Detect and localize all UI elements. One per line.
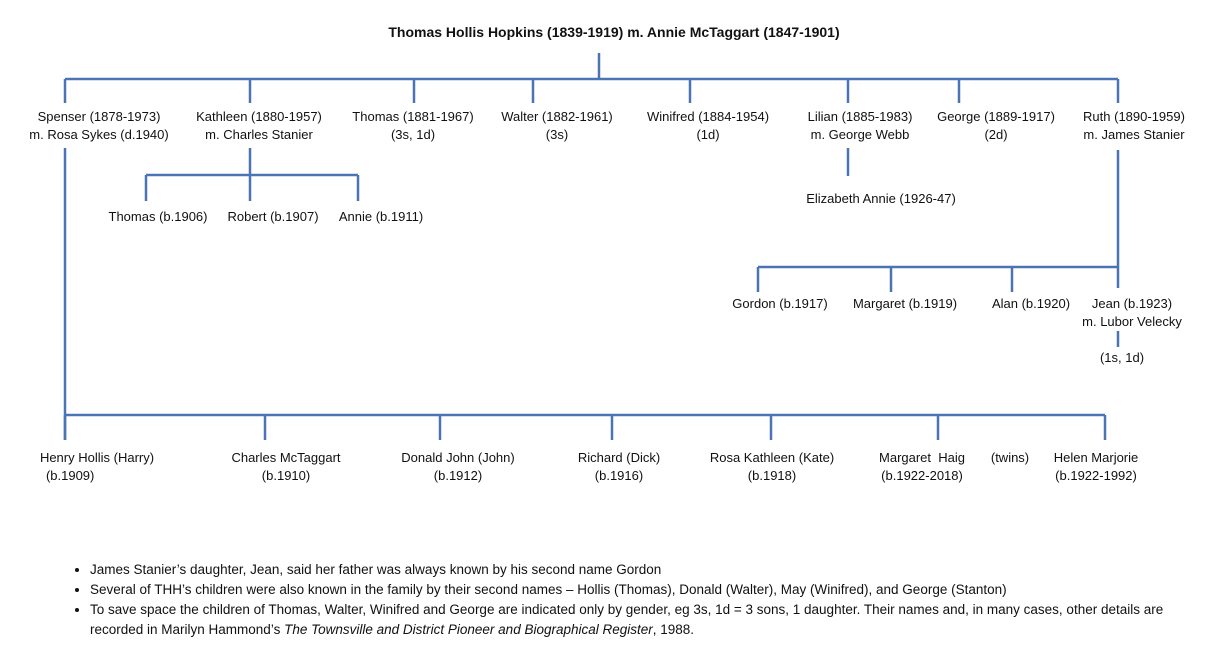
ruth-child-alan: Alan (b.1920) bbox=[991, 296, 1071, 311]
spenser-child-rosa: Rosa Kathleen (Kate) (b.1918) bbox=[709, 450, 835, 483]
book-title: The Townsville and District Pioneer and Biographical Register bbox=[284, 622, 653, 637]
footnote-2: • Several of THH’s children were also known in the family by their second names – Hollis (Thomas), Donald (Walter), May (Winifred), and George (Stanton) bbox=[90, 580, 1210, 600]
child-spenser: Spenser (1878-1973) m. Rosa Sykes (d.1940) bbox=[29, 109, 169, 142]
footnote-3: • To save space the children of Thomas, Walter, Winifred and George are indicated only by gender, eg 3s, 1d = 3 sons, 1 daughter. Their names and, in many cases, other details are recorded in Marilyn Hammond’s The Townsville and District Pioneer and Biographical Register, 1988. bbox=[90, 600, 1210, 640]
spenser-child-richard: Richard (Dick) (b.1916) bbox=[577, 450, 661, 483]
lilian-child-elizabeth: Elizabeth Annie (1926-47) bbox=[806, 191, 956, 206]
child-winifred: Winifred (1884-1954) (1d) bbox=[646, 109, 770, 142]
jean-children: (1s, 1d) bbox=[1099, 350, 1145, 365]
footnote-1: • James Stanier’s daughter, Jean, said her father was always known by his second name Gordon bbox=[90, 560, 1210, 580]
ruth-child-margaret: Margaret (b.1919) bbox=[852, 296, 958, 311]
kathleen-child-robert: Robert (b.1907) bbox=[227, 209, 319, 224]
kathleen-child-thomas: Thomas (b.1906) bbox=[108, 209, 208, 224]
spenser-child-charles: Charles McTaggart (b.1910) bbox=[231, 450, 341, 483]
child-george: George (1889-1917) (2d) bbox=[937, 109, 1055, 142]
footnotes-list bbox=[62, 560, 1210, 640]
twins-label: (twins) bbox=[990, 450, 1030, 465]
spenser-child-henry: Henry Hollis (Harry) (b.1909) bbox=[39, 450, 155, 483]
spenser-child-helen: Helen Marjorie (b.1922-1992) bbox=[1053, 450, 1139, 483]
ruth-child-jean: Jean (b.1923) m. Lubor Velecky bbox=[1082, 296, 1182, 329]
child-ruth: Ruth (1890-1959) m. James Stanier bbox=[1083, 109, 1185, 142]
child-walter: Walter (1882-1961) (3s) bbox=[501, 109, 613, 142]
root-couple-title: Thomas Hollis Hopkins (1839-1919) m. Annie McTaggart (1847-1901) bbox=[388, 24, 840, 40]
kathleen-child-annie: Annie (b.1911) bbox=[338, 209, 424, 224]
child-lilian: Lilian (1885-1983) m. George Webb bbox=[807, 109, 913, 142]
child-thomas: Thomas (1881-1967) (3s, 1d) bbox=[352, 109, 474, 142]
ruth-child-gordon: Gordon (b.1917) bbox=[732, 296, 828, 311]
spenser-child-margaret: Margaret Haig (b.1922-2018) bbox=[879, 450, 965, 483]
spenser-child-donald: Donald John (John) (b.1912) bbox=[401, 450, 515, 483]
child-kathleen: Kathleen (1880-1957) m. Charles Stanier bbox=[196, 109, 322, 142]
